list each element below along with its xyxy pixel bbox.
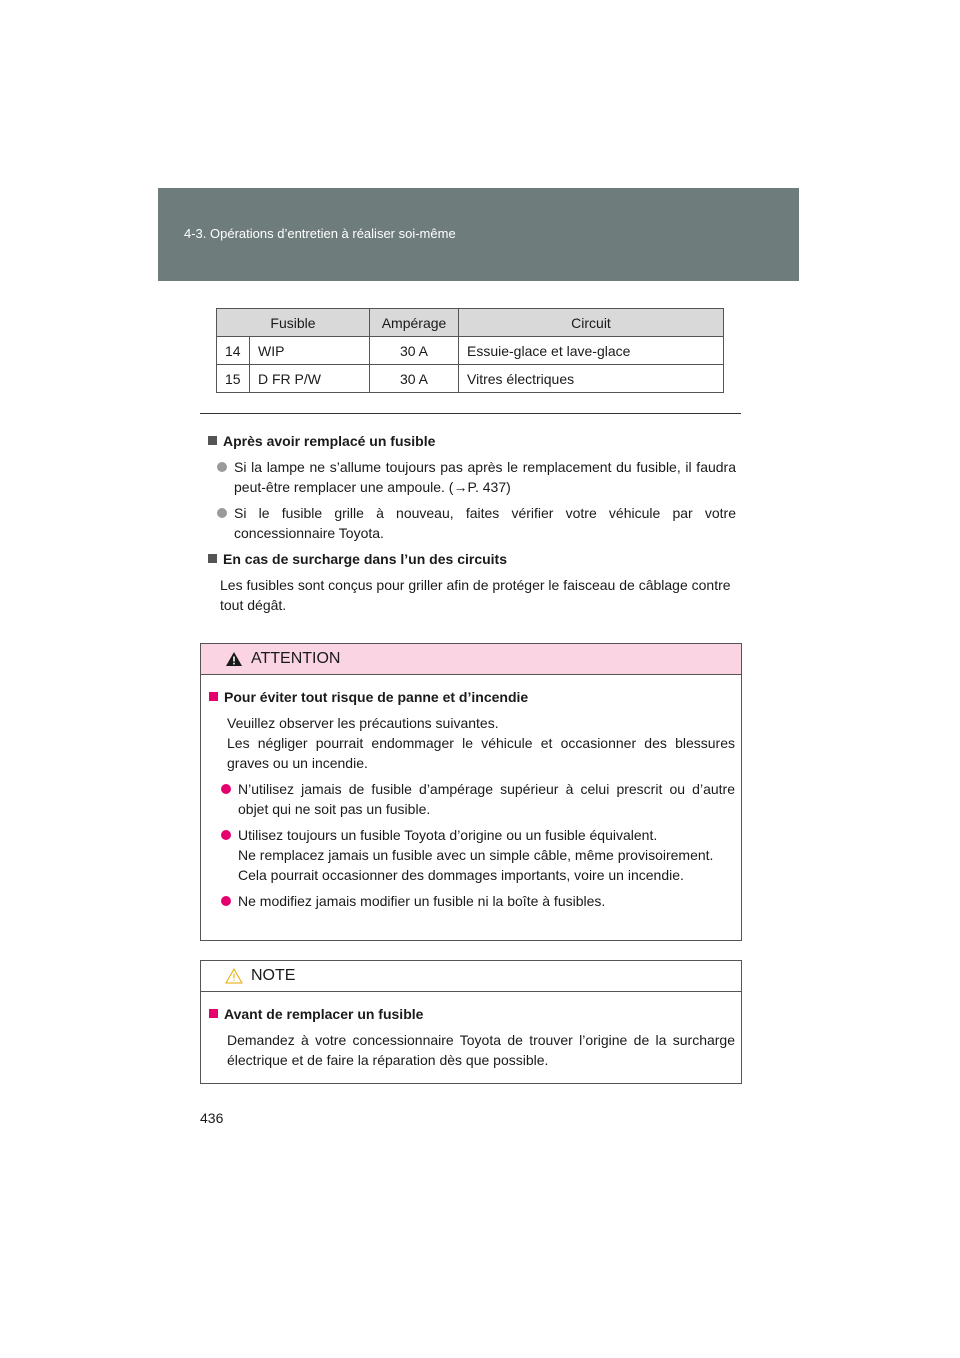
- section-heading-text: En cas de surcharge dans l’un des circuits: [223, 551, 507, 567]
- list-item-line: Utilisez toujours un fusible Toyota d’origine ou un fusible équivalent.: [238, 827, 658, 843]
- table-row: [217, 337, 724, 365]
- paragraph: Veuillez observer les précautions suivantes.: [227, 715, 499, 731]
- list-item: [207, 825, 735, 885]
- attention-box: [200, 643, 742, 941]
- list-item-line: Ne remplacez jamais un fusible avec un simple câble, même provisoirement.: [238, 847, 714, 863]
- section-heading-text: Après avoir remplacé un fusible: [223, 433, 436, 449]
- paragraph: Demandez à votre concessionnaire Toyota de trouver l’origine de la surcharge électrique et de faire la réparation dès que possible.: [227, 1032, 735, 1068]
- column-header-circuit: Circuit: [459, 309, 724, 337]
- section-heading-text: Avant de remplacer un fusible: [224, 1006, 424, 1022]
- fuse-table: [216, 308, 724, 393]
- list-item-text: Si la lampe ne s’allume toujours pas après le remplacement du fusible, il faudra peut-être remplacer une ampoule. (→P. 437): [234, 459, 736, 495]
- section-heading: [206, 431, 736, 451]
- section-header-bar: [158, 188, 799, 281]
- section-title: 4-3. Opérations d’entretien à réaliser soi-même: [184, 226, 456, 241]
- fuse-name: D FR P/W: [250, 365, 370, 393]
- attention-content: [201, 675, 741, 927]
- list-item-text: Ne modifiez jamais modifier un fusible ni la boîte à fusibles.: [238, 893, 606, 909]
- caution-outline-icon: [225, 968, 243, 984]
- list-item: [206, 457, 736, 497]
- fuse-number: 14: [217, 337, 250, 365]
- list-item-text: [238, 825, 713, 885]
- square-bullet-icon: [208, 554, 217, 563]
- note-box: [200, 960, 742, 1084]
- warning-icon: [225, 651, 243, 667]
- column-header-amperage: Ampérage: [370, 309, 459, 337]
- note-label: NOTE: [251, 967, 296, 984]
- fuse-circuit: Essuie-glace et lave-glace: [459, 337, 724, 365]
- square-bullet-icon: [208, 436, 217, 445]
- fuse-number: 15: [217, 365, 250, 393]
- list-item-line: Cela pourrait occasionner des dommages importants, voire un incendie.: [238, 867, 684, 883]
- attention-label: ATTENTION: [251, 650, 341, 667]
- list-item: [207, 891, 735, 911]
- note-header: [201, 961, 741, 992]
- section-heading-text: Pour éviter tout risque de panne et d’incendie: [224, 689, 529, 705]
- divider: [200, 413, 741, 414]
- info-body: [206, 431, 736, 621]
- fuse-amperage: 30 A: [370, 337, 459, 365]
- circle-bullet-icon: [221, 784, 231, 794]
- circle-bullet-icon: [221, 830, 231, 840]
- list-item-text: N’utilisez jamais de fusible d’ampérage supérieur à celui prescrit ou d’autre objet qui ne soit pas un fusible.: [238, 781, 735, 817]
- fuse-name: WIP: [250, 337, 370, 365]
- attention-header: [201, 644, 741, 675]
- circle-bullet-icon: [217, 462, 227, 472]
- circle-bullet-icon: [217, 508, 227, 518]
- table-row: [217, 365, 724, 393]
- paragraph: Les fusibles sont conçus pour griller afin de protéger le faisceau de câblage contre tout dégât.: [220, 577, 731, 613]
- list-item: [207, 779, 735, 819]
- fuse-circuit: Vitres électriques: [459, 365, 724, 393]
- page-number: 436: [200, 1110, 224, 1126]
- paragraph: Les négliger pourrait endommager le véhicule et occasionner des blessures graves ou un incendie.: [227, 735, 735, 771]
- section-heading: [207, 687, 735, 707]
- table-header-row: [217, 309, 724, 337]
- column-header-fuse: Fusible: [217, 309, 370, 337]
- note-content: [201, 992, 741, 1086]
- section-heading: [207, 1004, 735, 1024]
- square-bullet-icon: [209, 1009, 218, 1018]
- list-item-text: Si le fusible grille à nouveau, faites vérifier votre véhicule par votre concessionnaire Toyota.: [234, 505, 736, 541]
- circle-bullet-icon: [221, 896, 231, 906]
- square-bullet-icon: [209, 692, 218, 701]
- fuse-amperage: 30 A: [370, 365, 459, 393]
- list-item: [206, 503, 736, 543]
- section-heading: [206, 549, 736, 569]
